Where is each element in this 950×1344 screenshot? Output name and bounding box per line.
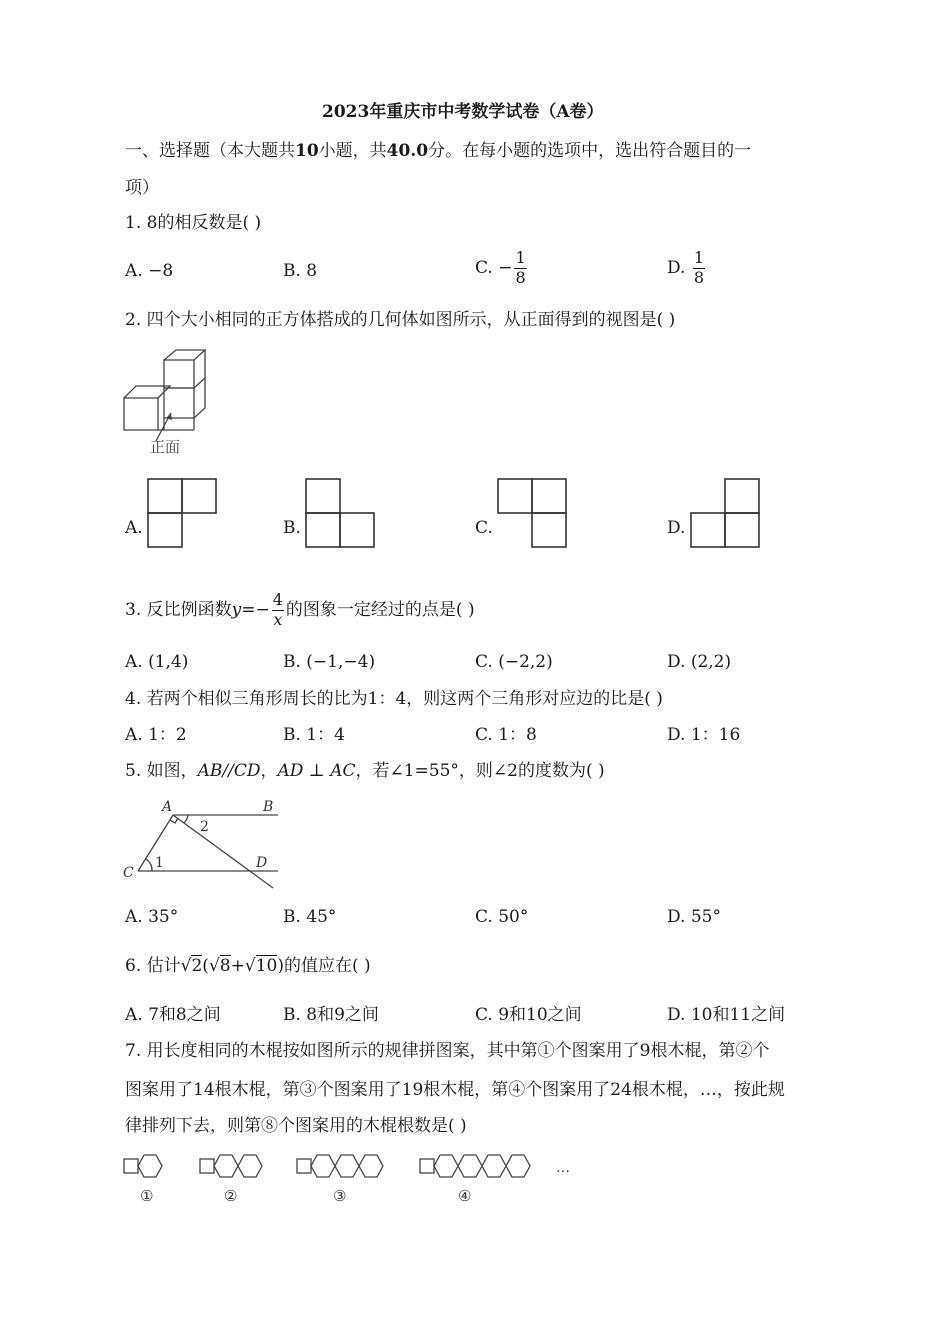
section-score: 40.0: [386, 141, 429, 161]
q5-option-c: C. 50°: [475, 907, 529, 927]
q5-stem-prefix: 5. 如图，: [125, 761, 198, 781]
angle-1-arc: [146, 859, 152, 871]
pattern-label-4: ④: [458, 1187, 472, 1205]
q3-fraction: [272, 592, 284, 629]
section-mid: 小题，共: [318, 141, 387, 161]
front-label: 正面: [150, 438, 181, 456]
q4-stem: 4. 若两个相似三角形周长的比为1：4，则这两个三角形对应边的比是( ): [125, 689, 663, 709]
pattern-2: [200, 1155, 262, 1177]
q7-pattern-figure: [118, 1148, 588, 1208]
q6-option-c: C. 9和10之间: [475, 1005, 582, 1025]
q1-stem: 1. 8的相反数是( ): [125, 213, 262, 233]
label-c: C: [123, 865, 134, 881]
label-d: D: [256, 855, 268, 871]
q3-numerator: 4: [272, 590, 283, 609]
q3-option-c: C. (−2,2): [475, 652, 553, 672]
q3-option-d: D. (2,2): [667, 652, 732, 672]
q1-option-c-fraction: [514, 250, 526, 287]
q1-d-numerator: 1: [693, 248, 705, 267]
q6-root-2: √8: [208, 956, 231, 976]
q3-option-a: A. (1,4): [125, 652, 189, 672]
q2-stem: 2. 四个大小相同的正方体搭成的几何体如图所示，从正面得到的视图是( ): [125, 310, 676, 330]
q2-option-c-figure: [497, 478, 569, 548]
label-1: 1: [155, 855, 164, 871]
q7-line-3: 律排列下去，则第⑧个图案用的木棍根数是( ): [125, 1116, 467, 1136]
q4-option-d: D. 1：16: [667, 725, 741, 745]
q1-option-c: [475, 250, 529, 287]
front-arrow-head: [166, 413, 172, 420]
left-cube-top: [124, 386, 170, 398]
q7-line-2: 图案用了14根木棍，第③个图案用了19根木棍，第④个图案用了24根木棍，…，按此规: [125, 1080, 785, 1100]
section-count: 10: [295, 141, 319, 161]
q6-root-3: √10: [244, 956, 278, 976]
q4-option-a: A. 1：2: [125, 725, 187, 745]
q3-stem-prefix: 3. 反比例函数: [125, 599, 232, 620]
pattern-ellipsis: …: [556, 1160, 570, 1176]
q5-option-d: D. 55°: [667, 907, 721, 927]
q1-option-a: A. −8: [125, 261, 174, 281]
q5-perpendicular: AD ⊥ AC: [277, 761, 356, 781]
q1-option-d: [667, 250, 707, 287]
q2-option-d-figure: [690, 478, 762, 548]
q1-option-b: B. 8: [283, 261, 318, 281]
right-cube-bottom-front: [164, 388, 194, 418]
q6-option-d: D. 10和11之间: [667, 1005, 786, 1025]
q1-option-c-prefix: C. −: [475, 257, 513, 278]
q1-c-numerator: 1: [515, 248, 526, 267]
q3-stem-suffix: 的图象一定经过的点是( ): [285, 599, 475, 620]
section-prefix: 一、选择题（本大题共: [125, 141, 295, 161]
q3-option-b: B. (−1,−4): [283, 652, 376, 672]
q5-parallel: AB//CD: [197, 761, 261, 781]
q5-stem-suffix: ，若∠1=55°，则∠2的度数为( ): [355, 761, 605, 781]
top-cube-top: [164, 350, 205, 360]
section-heading: [125, 143, 751, 160]
q2-option-a: A.: [125, 518, 143, 538]
q6-root-1: √2: [180, 956, 203, 976]
q6-option-a: A. 7和8之间: [125, 1005, 221, 1025]
q2-option-b-figure: [305, 478, 377, 548]
label-b: B: [263, 799, 274, 815]
q1-option-d-fraction: [693, 250, 705, 287]
q6-option-b: B. 8和9之间: [283, 1005, 379, 1025]
section-suffix: 分。在每小题的选项中，选出符合题目的一: [428, 141, 752, 161]
q6-stem-prefix: 6. 估计: [125, 956, 181, 976]
q3-denominator: x: [273, 609, 283, 629]
pattern-4: [420, 1155, 530, 1177]
q5-option-b: B. 45°: [283, 907, 337, 927]
page-title: 2023年重庆市中考数学试卷（A卷）: [322, 102, 604, 122]
q1-c-denominator: 8: [515, 267, 526, 287]
q4-option-b: B. 1：4: [283, 725, 345, 745]
q4-option-c: C. 1：8: [475, 725, 537, 745]
pattern-3: [297, 1155, 383, 1177]
side-divider: [194, 378, 205, 388]
q2-option-c: C.: [475, 518, 493, 538]
q2-option-b: B.: [283, 518, 301, 538]
q1-d-denominator: 8: [693, 267, 705, 287]
q3-eq: =−: [241, 599, 270, 620]
pattern-1: [124, 1155, 162, 1177]
q5-stem: [125, 763, 605, 780]
q6-plus: +: [230, 956, 245, 976]
line-ad: [173, 815, 273, 888]
left-cube-front: [124, 398, 158, 430]
q7-line-1: 7. 用长度相同的木棍按如图所示的规律拼图案，其中第①个图案用了9根木棍，第②个: [125, 1041, 770, 1061]
q2-option-d: D.: [667, 518, 686, 538]
q3-stem: [125, 592, 475, 629]
label-2: 2: [200, 819, 209, 835]
pattern-label-1: ①: [140, 1187, 154, 1205]
q6-stem-suffix: 的值应在( ): [283, 956, 371, 976]
section-heading-line2: 项）: [125, 178, 159, 198]
q2-option-a-figure: [147, 478, 219, 548]
q5-option-a: A. 35°: [125, 907, 179, 927]
q1-option-d-prefix: D.: [667, 257, 691, 278]
angle-2-arc: [184, 815, 188, 823]
q3-y: y: [231, 599, 242, 620]
top-cube-front: [164, 360, 194, 388]
q5-sep: ，: [260, 761, 278, 781]
q6-stem: 6. 估计√2(√8+√10)的值应在( ): [125, 956, 371, 976]
pattern-label-2: ②: [224, 1187, 238, 1205]
pattern-label-3: ③: [333, 1187, 347, 1205]
q5-figure: [118, 795, 288, 890]
label-a: A: [162, 799, 173, 815]
right-side-face: [194, 350, 205, 418]
